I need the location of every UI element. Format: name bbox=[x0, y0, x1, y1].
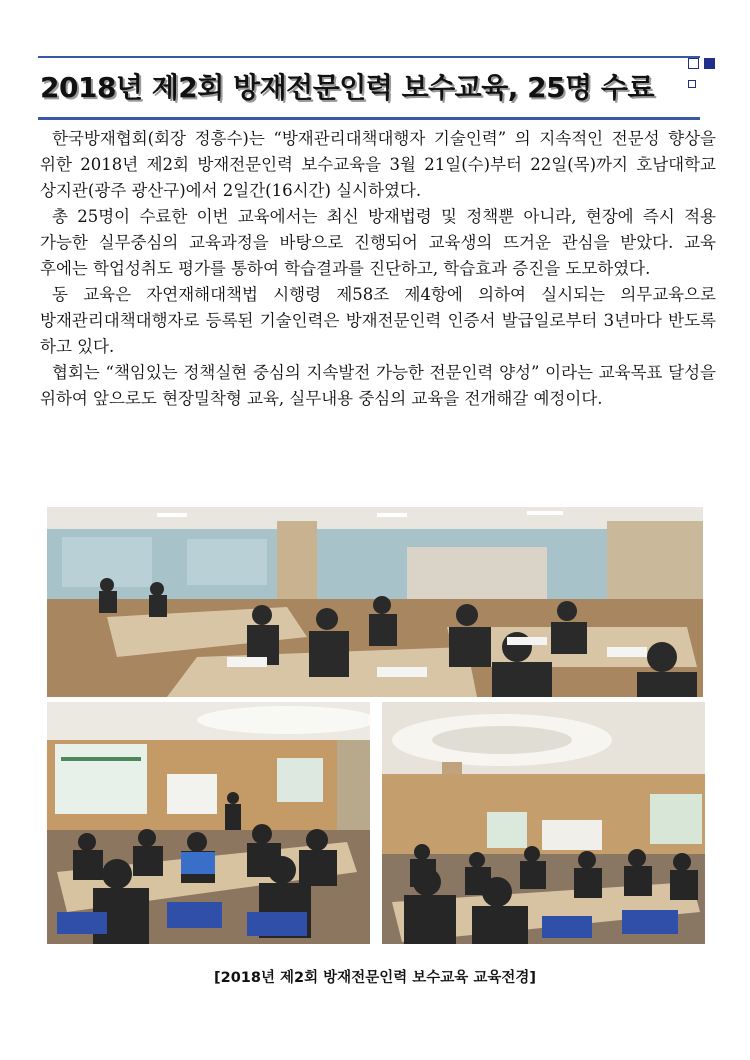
classroom-photo-left bbox=[47, 702, 370, 944]
article-title: 2018년 제2회 방재전문인력 보수교육, 25명 수료 bbox=[40, 71, 655, 104]
paragraph-1: 한국방재협회(회장 정흥수)는 “방재관리대책대행자 기술인력” 의 지속적인 전문성 향상을 위한 2018년 제2회 방재전문인력 보수교육을 3월 21일(수)부터 22일(목)까지 호남대학교 상지관(광주 광산구)에서 2일간(16시간) 실시하였다. bbox=[40, 129, 716, 200]
decor-square-filled-icon bbox=[704, 58, 715, 69]
photo-caption: [2018년 제2회 방재전문인력 보수교육 교육전경] bbox=[213, 970, 536, 986]
title-bottom-rule bbox=[38, 117, 700, 120]
classroom-photo-wide bbox=[47, 507, 703, 697]
classroom-photo-right bbox=[382, 702, 705, 944]
paragraph-2: 총 25명이 수료한 이번 교육에서는 최신 방재법령 및 정책뿐 아니라, 현장에 즉시 적용 가능한 실무중심의 교육과정을 바탕으로 진행되어 교육생의 뜨거운 관심을 받았다. 교육 후에는 학업성취도 평가를 통하여 학습결과를 진단하고, 학습효과 증진을 도모하였다. bbox=[40, 207, 716, 278]
title-top-rule bbox=[38, 56, 700, 58]
paragraph-4: 협회는 “책임있는 정책실현 중심의 지속발전 가능한 전문인력 양성” 이라는 교육목표 달성을 위하여 앞으로도 현장밀착형 교육, 실무내용 중심의 교육을 전개해갈 예정이다. bbox=[40, 363, 716, 408]
article-body bbox=[40, 126, 716, 412]
paragraph-3: 동 교육은 자연재해대책법 시행령 제58조 제4항에 의하여 실시되는 의무교육으로 방재관리대책대행자로 등록된 기술인력은 방재전문인력 인증서 발급일로부터 3년마다 반도록 하고 있다. bbox=[40, 285, 716, 356]
